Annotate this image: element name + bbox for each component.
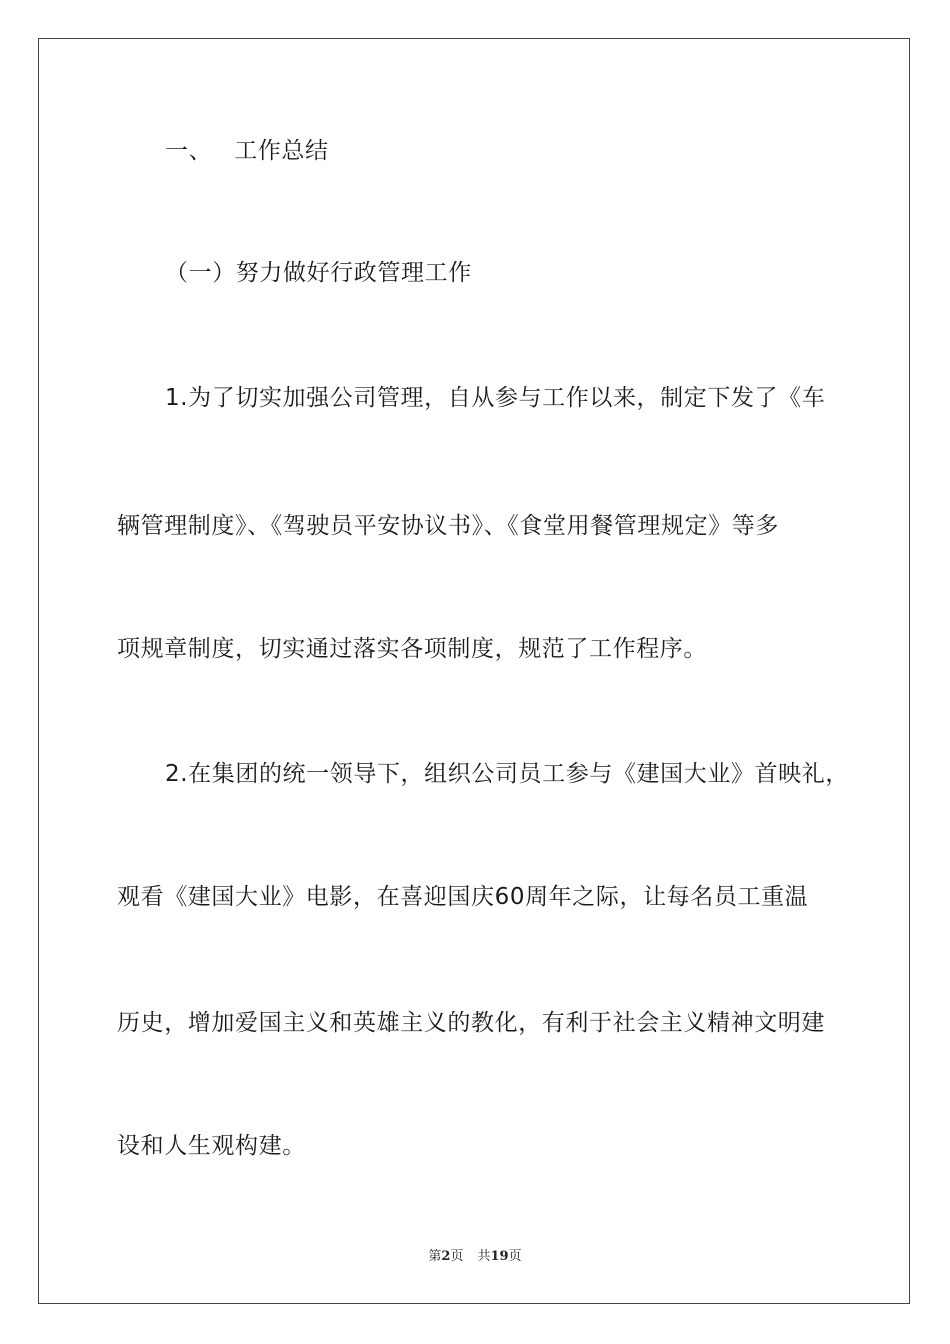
paragraph-line: 历史，增加爱国主义和英雄主义的教化，有利于社会主义精神文明建: [117, 1010, 825, 1036]
total-prefix: 共: [477, 1249, 491, 1264]
page-prefix: 第: [428, 1249, 442, 1264]
paragraph-line: 设和人生观构建。: [117, 1133, 306, 1159]
page-footer: [0, 1248, 950, 1266]
subsection-heading: （一）努力做好行政管理工作: [165, 260, 472, 286]
paragraph-line: 2.在集团的统一领导下，组织公司员工参与《建国大业》首映礼，: [165, 761, 849, 787]
page-border: [38, 38, 910, 1304]
page-suffix: 页: [450, 1249, 464, 1264]
total-suffix: 页: [508, 1249, 522, 1264]
total-pages: 19: [490, 1249, 509, 1264]
paragraph-line: 1.为了切实加强公司管理，自从参与工作以来，制定下发了《车: [165, 385, 826, 411]
section-title: 工作总结: [234, 138, 329, 164]
page-number: 2: [441, 1249, 451, 1264]
paragraph-line: 辆管理制度》、《驾驶员平安协议书》、《食堂用餐管理规定》等多: [117, 513, 779, 539]
paragraph-line: 项规章制度，切实通过落实各项制度，规范了工作程序。: [117, 636, 707, 662]
section-heading: [165, 136, 329, 166]
paragraph-line: 观看《建国大业》电影，在喜迎国庆60周年之际，让每名员工重温: [117, 884, 809, 910]
section-number: 一、: [165, 138, 213, 164]
